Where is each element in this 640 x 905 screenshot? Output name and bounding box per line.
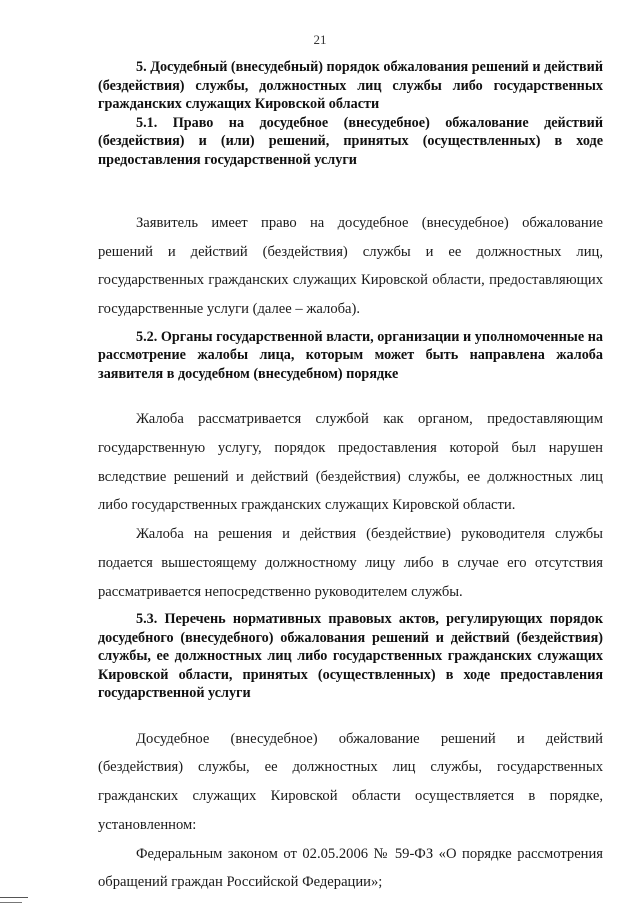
scan-edge-mark bbox=[0, 902, 22, 903]
paragraph-right-to-appeal: Заявитель имеет право на досудебное (внесудебное) обжалование решений и действий (бездействия) службы и ее должностных лиц, государственных гражданских служащих Кировской области, предоставляющих государственные услуги (далее – жалоба). bbox=[98, 215, 603, 318]
section-5-title: 5. Досудебный (внесудебный) порядок обжалования решений и действий (бездействия) службы, должностных лиц службы либо государственных гражданских служащих Кировской области bbox=[98, 59, 603, 112]
paragraph-federal-law: Федеральным законом от 02.05.2006 № 59-ФЗ «О порядке рассмотрения обращений граждан Российской Федерации»; bbox=[98, 845, 603, 891]
document-body bbox=[98, 58, 603, 897]
section-5-2-heading bbox=[98, 328, 603, 384]
spacer bbox=[98, 169, 603, 209]
paragraph-complaint-head: Жалоба на решения и действия (бездействие) руководителя службы подается вышестоящему должностному лицу либо в случае его отсутствия рассматривается непосредственно руководителем службы. bbox=[98, 526, 603, 600]
section-5-3-heading bbox=[98, 610, 603, 703]
paragraph-complaint-review: Жалоба рассматривается службой как органом, предоставляющим государственную услугу, порядок предоставления которой был нарушен вследствие решений и действий (бездействия) службы, ее должностных лиц либо государственных гражданских служащих Кировской области. bbox=[98, 411, 603, 514]
section-5-2-title: 5.2. Органы государственной власти, организации и уполномоченные на рассмотрение жалобы лица, которым может быть направлена жалоба заявителя в досудебном (внесудебном) порядке bbox=[98, 328, 603, 382]
paragraph-appeal-procedure: Досудебное (внесудебное) обжалование решений и действий (бездействия) службы, ее должностных лиц службы, государственных гражданских служащих Кировской области осуществляется в порядке, установленном: bbox=[98, 730, 603, 833]
spacer bbox=[98, 383, 603, 405]
section-5-1-heading bbox=[98, 114, 603, 170]
scan-edge-mark bbox=[0, 897, 28, 898]
page-number: 21 bbox=[313, 32, 327, 47]
section-5-3-title: 5.3. Перечень нормативных правовых актов, регулирующих порядок досудебного (внесудебного) обжалования решений и действий (бездействия) службы, ее должностных лиц либо государственных гражданских служащих Кировской области, принятых (осуществленных) в ходе предоставления государственной услуги bbox=[98, 611, 603, 702]
section-5-1-title: 5.1. Право на досудебное (внесудебное) обжалование действий (бездействия) и (или) решений, принятых (осуществленных) в ходе предоставления государственной услуги bbox=[98, 114, 603, 168]
spacer bbox=[98, 703, 603, 725]
section-5-heading bbox=[98, 58, 603, 114]
